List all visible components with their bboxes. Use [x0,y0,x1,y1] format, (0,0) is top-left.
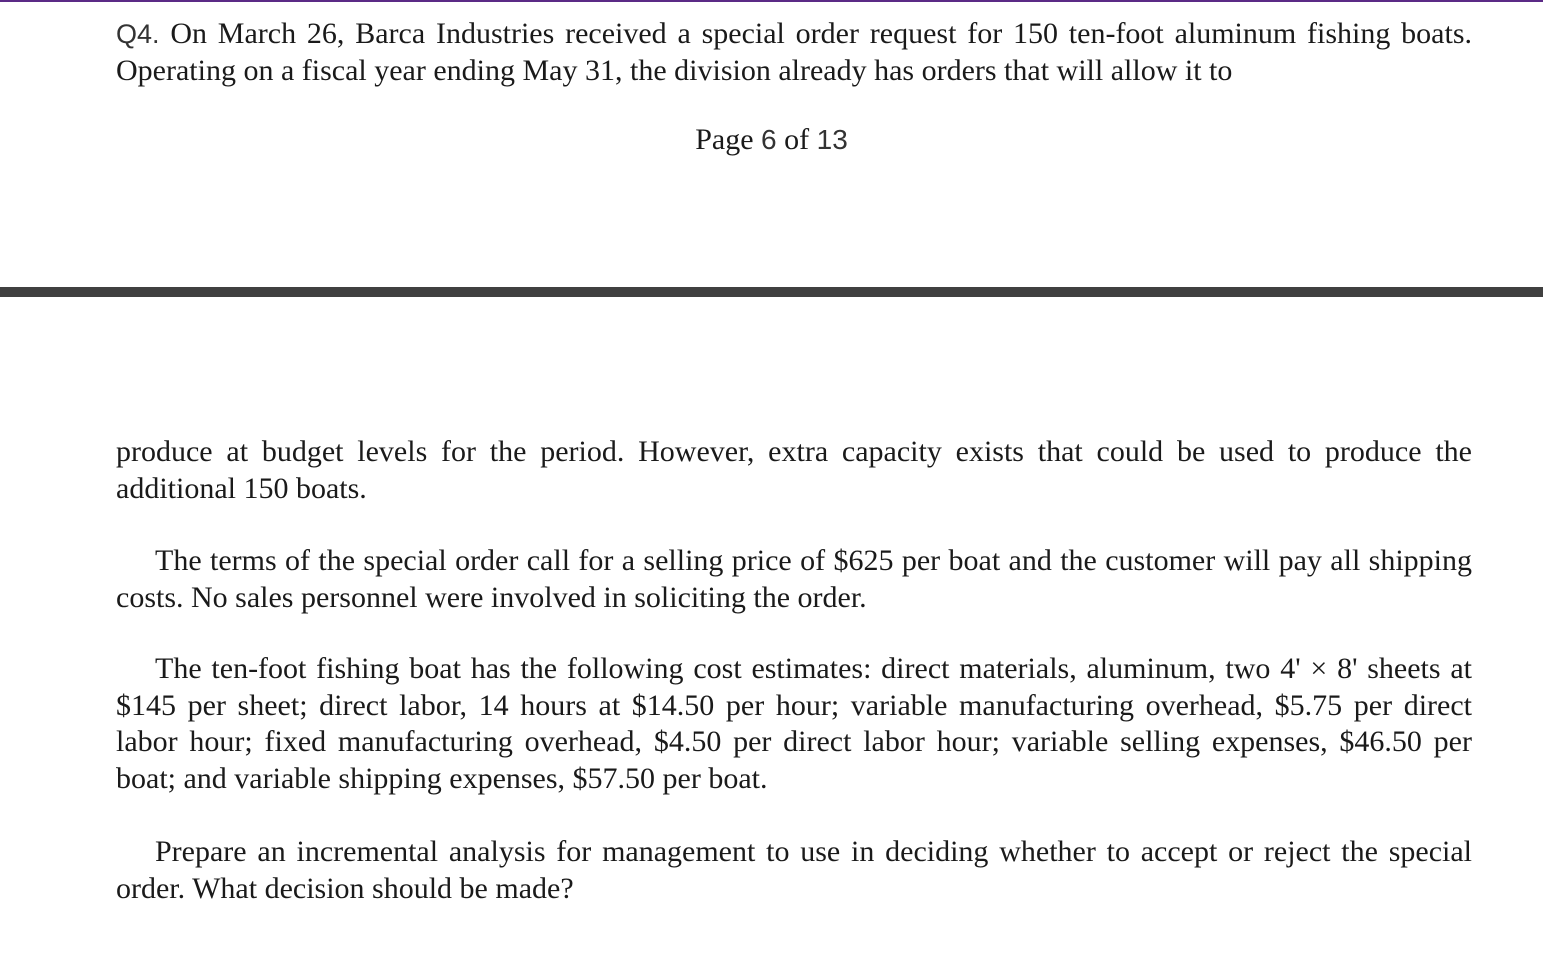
question-intro [116,16,1472,89]
page-break-divider [0,287,1543,297]
page-label: Page [695,123,762,156]
top-border [0,0,1543,2]
question-intro-text: On March 26, Barca Industries received a special order request for 150 ten-foot aluminum fishing boats. Operating on a fiscal year ending May 31, the division already has orders that will allow it to [116,17,1472,87]
instructions-paragraph: Prepare an incremental analysis for management to use in deciding whether to accept or reject the special order. What decision should be made? [116,835,1472,905]
total-pages-number: 13 [816,124,848,155]
page-footer [0,122,1543,158]
special-order-terms-paragraph: The terms of the special order call for a selling price of $625 per boat and the customer will pay all shipping costs. No sales personnel were involved in soliciting the order. [116,544,1472,614]
cost-estimates-paragraph: The ten-foot fishing boat has the following cost estimates: direct materials, aluminum, two 4' × 8' sheets at $145 per sheet; direct labor, 14 hours at $14.50 per hour; variable manufacturing overhead, $5.75 per direct labor hour; fixed manufacturing overhead, $4.50 per direct labor hour; variable selling expenses, $46.50 per boat; and variable shipping expenses, $57.50 per boat. [116,652,1472,795]
question-continuation: produce at budget levels for the period. However, extra capacity exists that could be used to produce the additional 150 boats. [116,435,1472,505]
question-number: Q4. [116,19,160,49]
current-page-number: 6 [761,124,777,155]
page-of-label: of [776,123,817,156]
